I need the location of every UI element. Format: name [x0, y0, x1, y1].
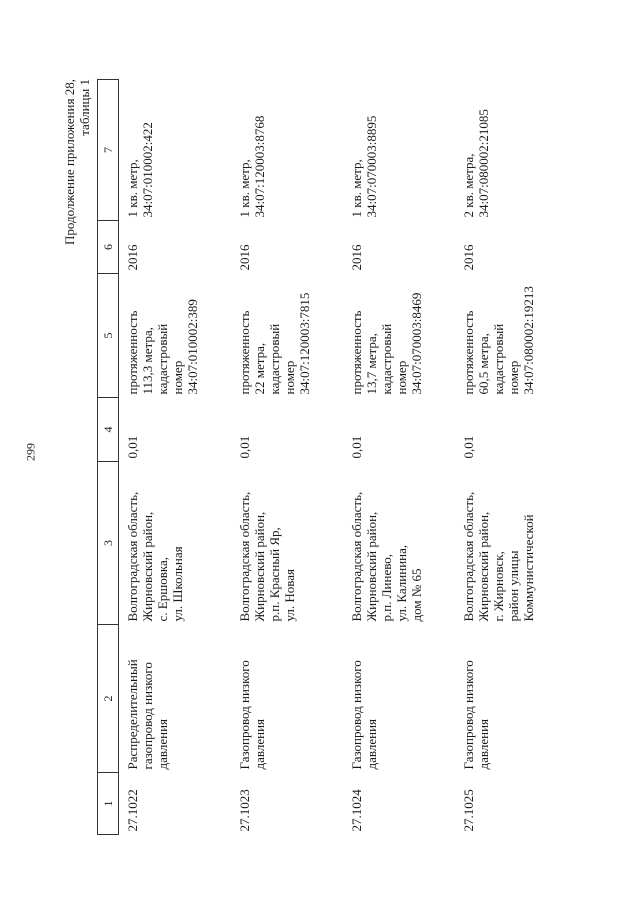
cell-text-line: ул. Школьная: [170, 546, 185, 622]
object-name-cell: [119, 625, 232, 773]
cell-text-line: 1 кв. метр,: [125, 159, 140, 218]
cell-text-line: номер: [506, 360, 521, 395]
cell-text-line: 1 кв. метр,: [349, 159, 364, 218]
property-table: [97, 79, 581, 835]
cell-text-line: 34:07:080002:21085: [476, 109, 491, 218]
column-header: 5: [98, 274, 119, 398]
address-cell: [119, 462, 232, 625]
cell-text-line: Жирновский район,: [476, 511, 491, 622]
description-cell: [343, 274, 455, 398]
header-row: [98, 80, 119, 835]
table-row: [455, 80, 581, 835]
continuation-line: Продолжение приложения 28,: [62, 79, 77, 246]
cell-text-line: г. Жирновск,: [491, 551, 506, 622]
cell-text-line: 22 метра,: [252, 342, 267, 395]
column-header: 3: [98, 462, 119, 625]
cell-text-line: Жирновский район,: [252, 511, 267, 622]
cell-text-line: Коммунистической: [521, 514, 536, 622]
description-cell: [455, 274, 581, 398]
row-number-cell: 27.1022: [125, 789, 140, 832]
cell-text-line: протяженность: [349, 310, 364, 395]
cell-text-line: давления: [364, 718, 379, 770]
cell-text-line: 34:07:010002:389: [185, 299, 200, 395]
cell-text-line: протяженность: [237, 310, 252, 395]
value-cell: 0,01: [125, 435, 140, 459]
cell-text-line: Волгоградская область,: [125, 491, 140, 622]
year-cell: 2016: [125, 244, 140, 271]
cell-text-line: Жирновский район,: [140, 511, 155, 622]
cell-text-line: 34:07:070003:8469: [409, 292, 424, 395]
cell-text-line: р.п. Линево,: [379, 553, 394, 622]
cell-text-line: 34:07:080002:19213: [521, 286, 536, 395]
description-cell: [231, 274, 343, 398]
cell-text-line: Газопровод низкого: [349, 660, 364, 770]
address-cell: [343, 462, 455, 625]
table-row: [119, 80, 232, 835]
land-plot-cell: [455, 80, 581, 221]
value-cell: 0,01: [349, 435, 364, 459]
cell-text-line: Жирновский район,: [364, 511, 379, 622]
row-number-cell: 27.1025: [461, 789, 476, 832]
table-row: [231, 80, 343, 835]
cell-text-line: Волгоградская область,: [349, 491, 364, 622]
cell-text-line: 34:07:120003:8768: [252, 115, 267, 218]
cell-text-line: район улицы: [506, 550, 521, 622]
cell-text-line: Газопровод низкого: [237, 660, 252, 770]
table-body: [119, 80, 582, 835]
cell-text-line: Газопровод низкого: [461, 660, 476, 770]
cell-text-line: номер: [394, 360, 409, 395]
description-cell: [119, 274, 232, 398]
value-cell: 0,01: [461, 435, 476, 459]
continuation-note: [62, 79, 92, 245]
address-cell: [231, 462, 343, 625]
cell-text-line: р.п. Красный Яр,: [267, 527, 282, 622]
column-header: 7: [98, 80, 119, 221]
land-plot-cell: [343, 80, 455, 221]
page-number: 299: [23, 443, 38, 461]
land-plot-cell: [119, 80, 232, 221]
column-header: 6: [98, 221, 119, 274]
cell-text-line: Волгоградская область,: [461, 491, 476, 622]
cell-text-line: протяженность: [461, 310, 476, 395]
document-sheet: [60, 57, 580, 847]
cell-text-line: номер: [170, 360, 185, 395]
cell-text-line: 13,7 метра,: [364, 333, 379, 395]
cell-text-line: номер: [282, 360, 297, 395]
year-cell: 2016: [461, 244, 476, 271]
column-header: 1: [98, 773, 119, 835]
column-header: 2: [98, 625, 119, 773]
object-name-cell: [343, 625, 455, 773]
cell-text-line: протяженность: [125, 310, 140, 395]
year-cell: 2016: [237, 244, 252, 271]
cell-text-line: 1 кв. метр,: [237, 159, 252, 218]
address-cell: [455, 462, 581, 625]
cell-text-line: кадастровый: [155, 323, 170, 395]
cell-text-line: кадастровый: [491, 323, 506, 395]
cell-text-line: газопровод низкого: [140, 662, 155, 770]
column-header: 4: [98, 398, 119, 462]
continuation-line: таблицы 1: [77, 79, 92, 136]
cell-text-line: 34:07:070003:8895: [364, 115, 379, 218]
object-name-cell: [455, 625, 581, 773]
land-plot-cell: [231, 80, 343, 221]
cell-text-line: 113,3 метра,: [140, 327, 155, 395]
cell-text-line: Волгоградская область,: [237, 491, 252, 622]
cell-text-line: дом № 65: [409, 568, 424, 622]
row-number-cell: 27.1023: [237, 789, 252, 832]
row-number-cell: 27.1024: [349, 789, 364, 832]
cell-text-line: 60,5 метра,: [476, 333, 491, 395]
cell-text-line: давления: [155, 718, 170, 770]
cell-text-line: с. Ершовка,: [155, 557, 170, 622]
cell-text-line: 2 кв. метра,: [461, 153, 476, 218]
cell-text-line: давления: [476, 718, 491, 770]
cell-text-line: ул. Новая: [282, 568, 297, 622]
year-cell: 2016: [349, 244, 364, 271]
cell-text-line: 34:07:120003:7815: [297, 292, 312, 395]
value-cell: 0,01: [237, 435, 252, 459]
cell-text-line: кадастровый: [267, 323, 282, 395]
cell-text-line: 34:07:010002:422: [140, 122, 155, 218]
cell-text-line: давления: [252, 718, 267, 770]
cell-text-line: Распределительный: [125, 659, 140, 770]
object-name-cell: [231, 625, 343, 773]
cell-text-line: ул. Калинина,: [394, 544, 409, 622]
table-row: [343, 80, 455, 835]
cell-text-line: кадастровый: [379, 323, 394, 395]
